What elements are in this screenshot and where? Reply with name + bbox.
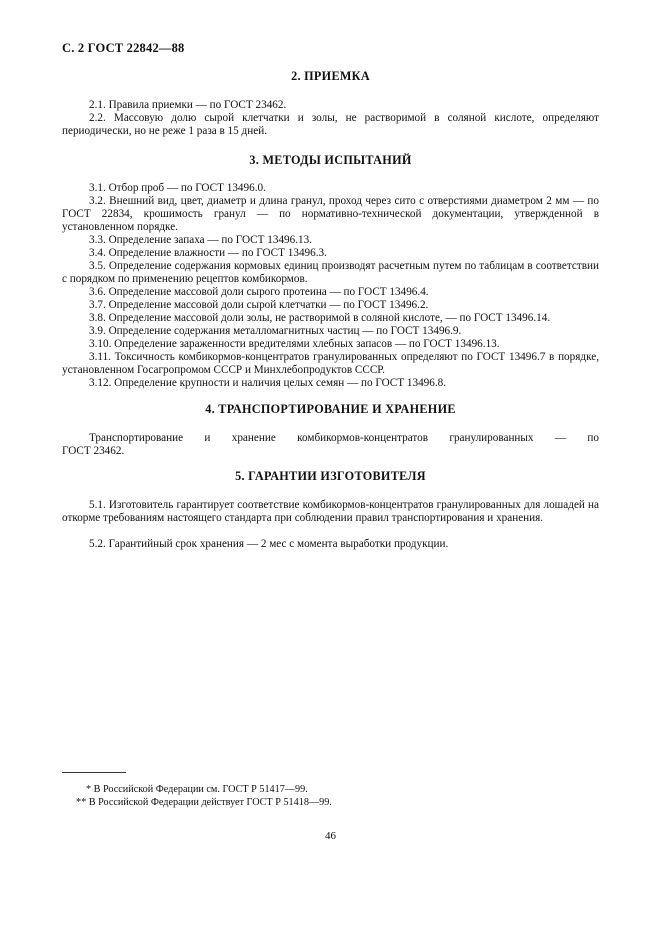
para-3-8: 3.8. Определение массовой доли золы, не растворимой в соляной кислоте, — по ГОСТ 13496.14. xyxy=(89,312,551,324)
footnote-divider xyxy=(62,772,126,773)
para-4-line2: ГОСТ 23462. xyxy=(62,445,125,457)
para-5-1: 5.1. Изготовитель гарантирует соответствие комбикормов-концентратов гранулированных для лошадей на откорме требованиям настоящего стандарта при соблюдении правил транспортирования и хранения. xyxy=(62,499,599,525)
para-3-10: 3.10. Определение зараженности вредителями хлебных запасов — по ГОСТ 13496.13. xyxy=(89,338,500,350)
page-header: С. 2 ГОСТ 22842—88 xyxy=(62,41,185,55)
footnote-2: ** В Российской Федерации действует ГОСТ Р 51418—99. xyxy=(76,797,332,808)
section-5-title: 5. ГАРАНТИИ ИЗГОТОВИТЕЛЯ xyxy=(235,469,426,483)
para-3-5: 3.5. Определение содержания кормовых единиц производят расчетным путем по таблицам в соответствии с порядком по применению рецептов комбикормов. xyxy=(62,260,599,286)
para-2-1: 2.1. Правила приемки — по ГОСТ 23462. xyxy=(89,99,287,111)
footnote-1: * В Российской Федерации см. ГОСТ Р 51417—99. xyxy=(86,784,308,795)
page-number: 46 xyxy=(325,830,336,842)
para-3-9: 3.9. Определение содержания металломагнитных частиц — по ГОСТ 13496.9. xyxy=(89,325,462,337)
para-3-4: 3.4. Определение влажности — по ГОСТ 13496.3. xyxy=(89,247,327,259)
para-4-line1: Транспортирование и хранение комбикормов-концентратов гранулированных — по xyxy=(89,432,599,444)
section-4-title: 4. ТРАНСПОРТИРОВАНИЕ И ХРАНЕНИЕ xyxy=(205,402,456,416)
para-3-2: 3.2. Внешний вид, цвет, диаметр и длина гранул, проход через сито с отверстиями диаметром 2 мм — по ГОСТ 22834, крошимость гранул — по нормативно-технической документации, утвержденной в установленном порядке. xyxy=(62,195,599,234)
para-3-11: 3.11. Токсичность комбикормов-концентратов гранулированных определяют по ГОСТ 13496.7 в порядке, установленном Госагропромом СССР и Минхлебопродуктов СССР. xyxy=(62,351,599,377)
para-3-12: 3.12. Определение крупности и наличия целых семян — по ГОСТ 13496.8. xyxy=(89,377,447,389)
section-3-title: 3. МЕТОДЫ ИСПЫТАНИЙ xyxy=(249,153,412,167)
para-3-6: 3.6. Определение массовой доли сырого протеина — по ГОСТ 13496.4. xyxy=(89,286,429,298)
para-3-1: 3.1. Отбор проб — по ГОСТ 13496.0. xyxy=(89,182,266,194)
para-3-3: 3.3. Определение запаха — по ГОСТ 13496.13. xyxy=(89,234,313,246)
para-5-2: 5.2. Гарантийный срок хранения — 2 мес с момента выработки продукции. xyxy=(89,538,449,550)
section-2-title: 2. ПРИЕМКА xyxy=(291,69,370,83)
para-2-2: 2.2. Массовую долю сырой клетчатки и золы, не растворимой в соляной кислоте, определяют периодически, но не реже 1 раза в 15 дней. xyxy=(62,112,599,138)
para-3-7: 3.7. Определение массовой доли сырой клетчатки — по ГОСТ 13496.2. xyxy=(89,299,429,311)
